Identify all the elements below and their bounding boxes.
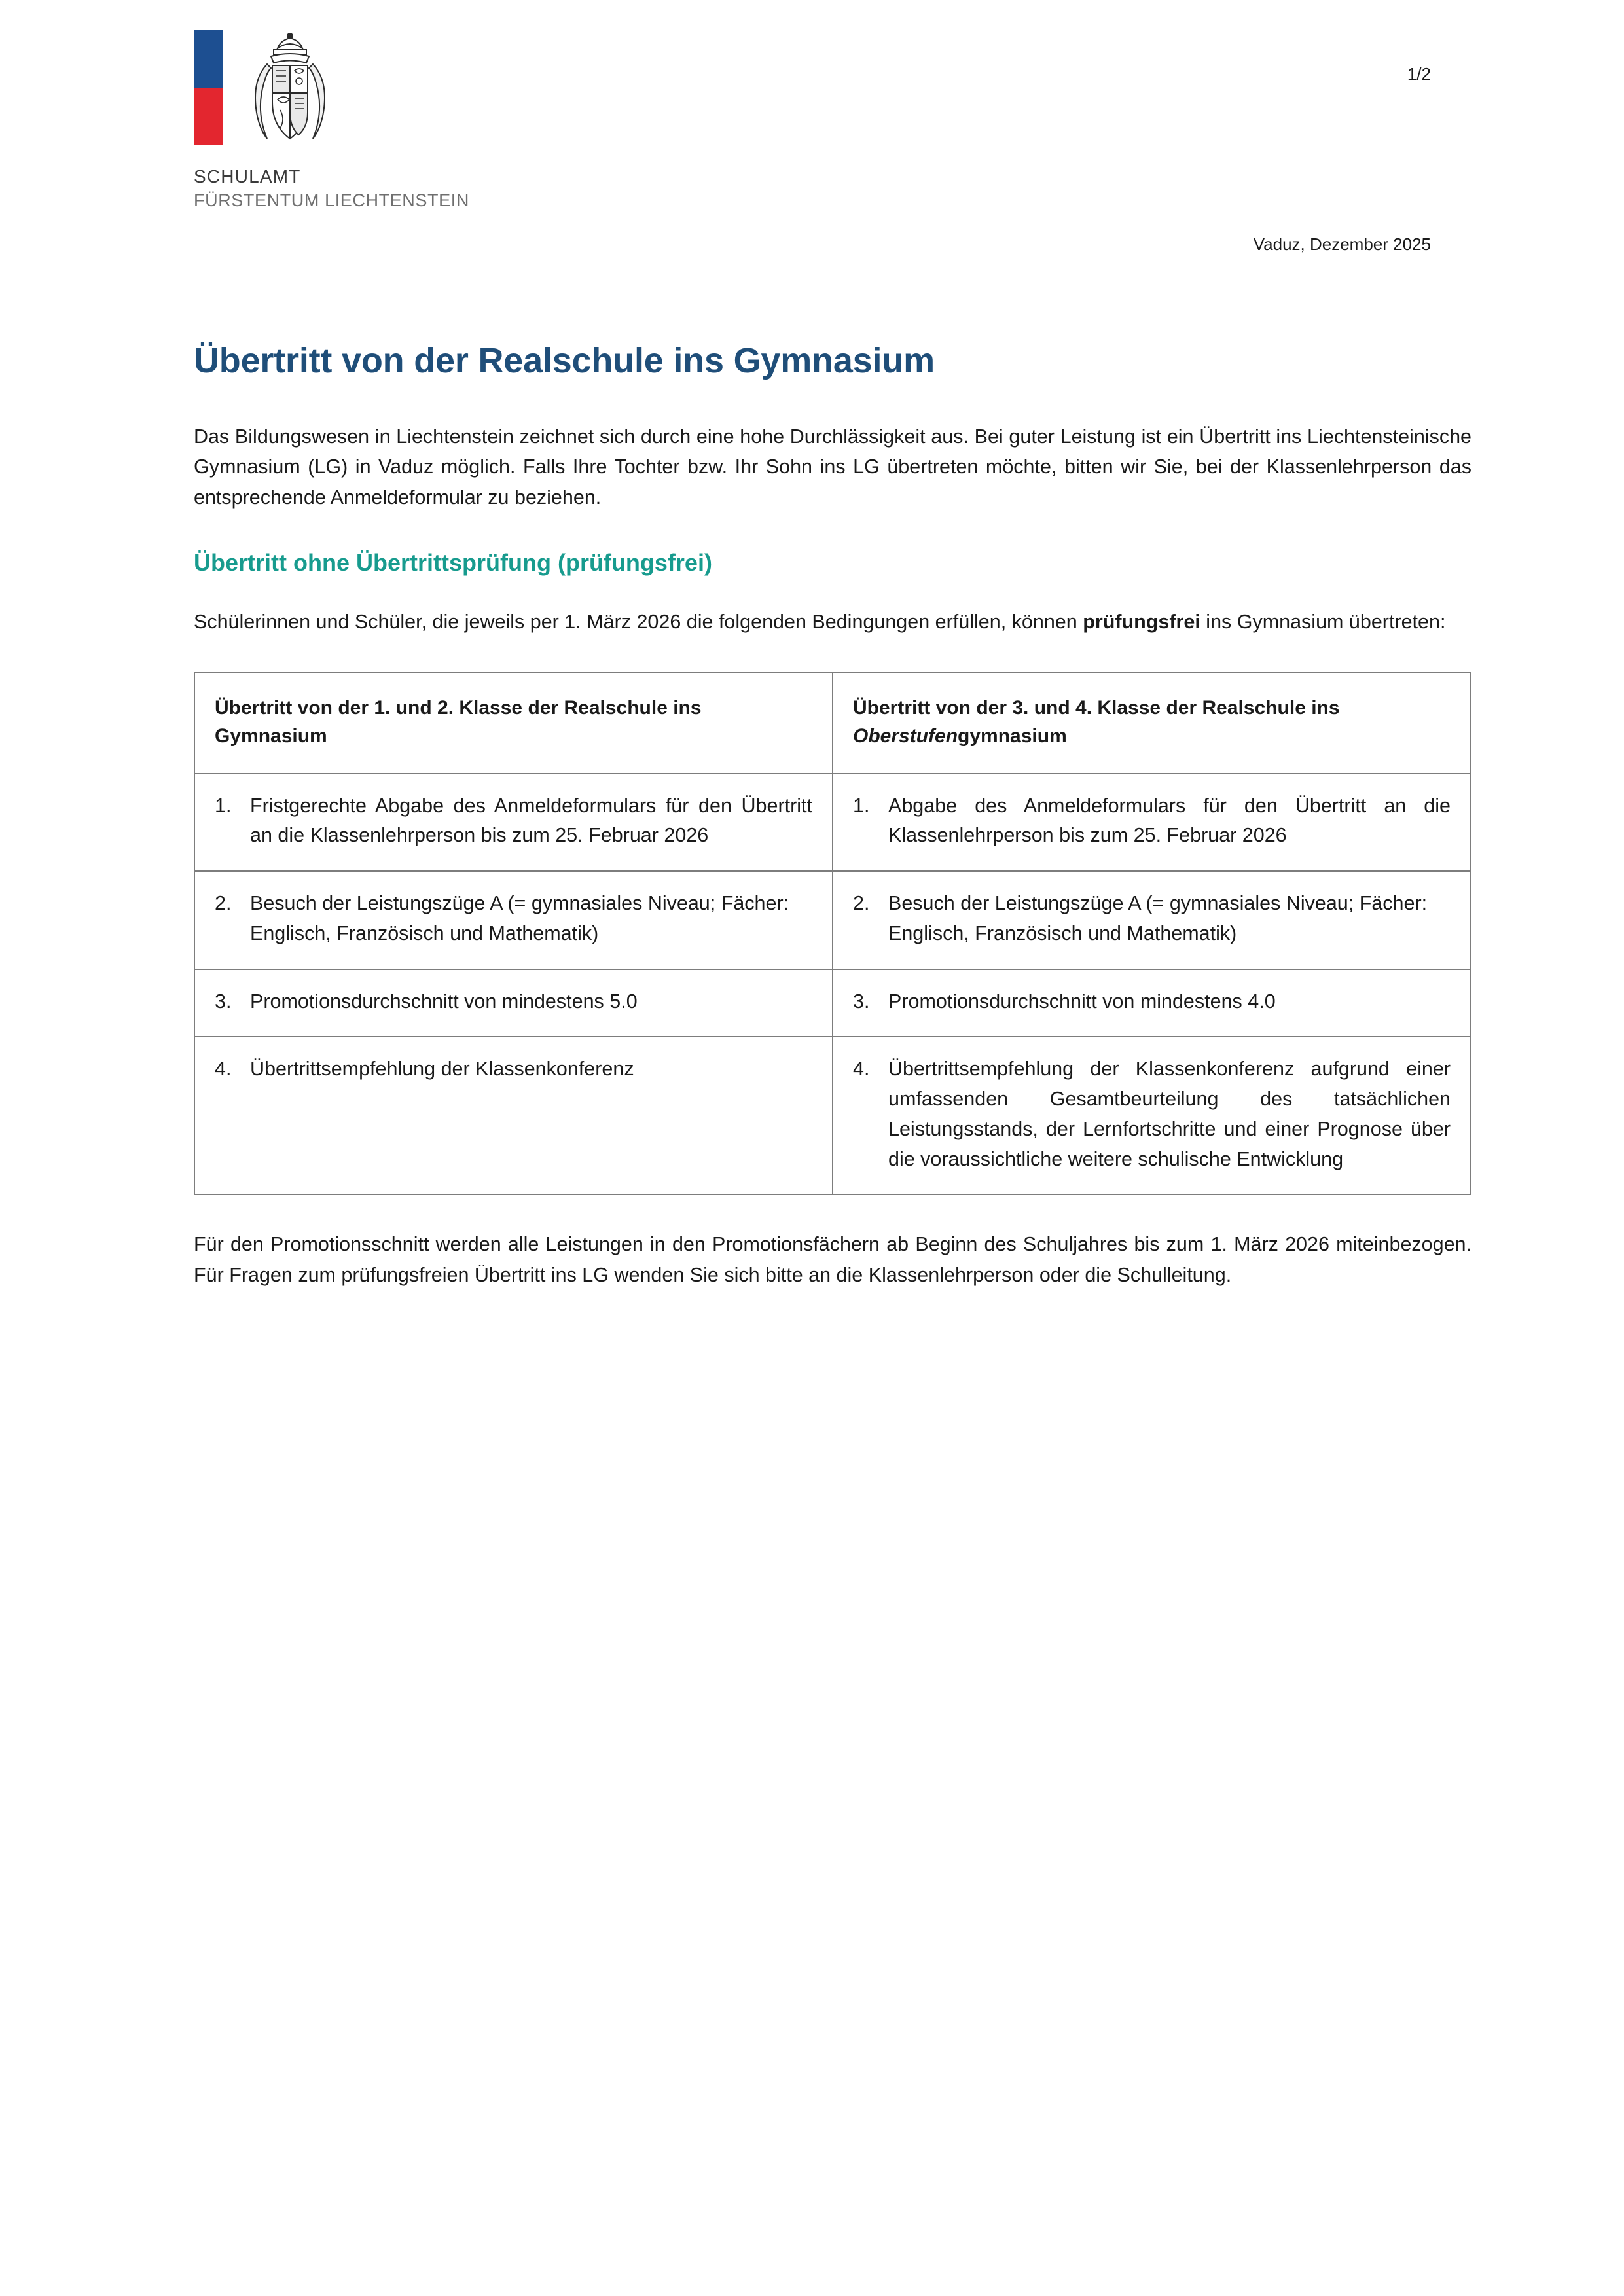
item-text: Übertrittsempfehlung der Klassenkonferenz <box>250 1058 634 1081</box>
item-number: 4. <box>853 1058 870 1081</box>
item-number: 2. <box>215 892 232 915</box>
list-item <box>853 889 1451 949</box>
list-item <box>853 1054 1451 1174</box>
list-item <box>853 987 1451 1017</box>
logo-wordmark <box>194 165 560 213</box>
cell-left-4 <box>194 1037 833 1194</box>
lead-part-1: Schülerinnen und Schüler, die jeweils per 1. März 2026 die folgenden Bedingungen erfüllen, können <box>194 611 1083 634</box>
liechtenstein-crest-icon <box>241 30 339 151</box>
list-item <box>215 791 812 852</box>
cell-left-3 <box>194 969 833 1037</box>
lead-part-2: ins Gymnasium übertreten: <box>1200 611 1446 634</box>
document-content <box>194 340 1471 1290</box>
list-item <box>853 791 1451 852</box>
item-text: Promotionsdurchschnitt von mindestens 4.0 <box>888 990 1276 1013</box>
header-right-part-2: gymnasium <box>958 725 1067 747</box>
item-number: 2. <box>853 892 870 915</box>
item-text: Besuch der Leistungszüge A (= gymnasiales Niveau; Fächer: Englisch, Französisch und Mathematik) <box>250 892 789 944</box>
place-and-date: Vaduz, Dezember 2025 <box>1253 234 1431 254</box>
list-item <box>215 889 812 949</box>
logo-line-1: SCHULAMT <box>194 166 301 187</box>
intro-paragraph: Das Bildungswesen in Liechtenstein zeichnet sich durch eine hohe Durchlässigkeit aus. Bei guter Leistung ist ein Übertritt ins Liechtensteinische Gymnasium (LG) in Vaduz möglich. Falls Ihre Tochter bzw. Ihr Sohn ins LG übertreten möchte, bitten wir Sie, bei der Klassenlehrperson das entsprechende Anmeldeformular zu beziehen. <box>194 425 1471 509</box>
section-heading: Übertritt ohne Übertrittsprüfung (prüfungsfrei) <box>194 549 712 577</box>
conditions-table <box>194 672 1471 1195</box>
liechtenstein-flag-icon <box>194 30 223 145</box>
table-row-header <box>194 673 1471 773</box>
organisation-logo <box>194 30 560 213</box>
table-row <box>194 969 1471 1037</box>
page-title: Übertritt von der Realschule ins Gymnasium <box>194 341 935 380</box>
list-item <box>215 1054 812 1085</box>
item-number: 3. <box>215 990 232 1013</box>
cell-right-3 <box>833 969 1471 1037</box>
item-number: 1. <box>853 794 870 817</box>
lead-bold: prüfungsfrei <box>1083 611 1200 634</box>
page-number: 1/2 <box>1407 64 1431 84</box>
cell-left-2 <box>194 871 833 969</box>
table-header-right <box>833 673 1471 773</box>
logo-line-2: FÜRSTENTUM LIECHTENSTEIN <box>194 190 469 210</box>
item-text: Abgabe des Anmeldeformulars für den Übertritt an die Klassenlehrperson bis zum 25. Februar 2026 <box>888 794 1451 847</box>
cell-left-1 <box>194 774 833 872</box>
page-header <box>194 30 1431 254</box>
closing-paragraph: Für den Promotionsschnitt werden alle Leistungen in den Promotionsfächern ab Beginn des Schuljahres bis zum 1. März 2026 miteinbezogen. Für Fragen zum prüfungsfreien Übertritt ins LG wenden Sie sich bitte an die Klassenlehrperson oder die Schulleitung. <box>194 1233 1471 1286</box>
cell-right-4 <box>833 1037 1471 1194</box>
item-text: Besuch der Leistungszüge A (= gymnasiales Niveau; Fächer: Englisch, Französisch und Mathematik) <box>888 892 1428 944</box>
header-right-part-1: Übertritt von der 3. und 4. Klasse der Realschule ins <box>853 697 1340 719</box>
lead-paragraph <box>194 607 1471 637</box>
item-number: 1. <box>215 794 232 817</box>
table-header-left: Übertritt von der 1. und 2. Klasse der Realschule ins Gymnasium <box>194 673 833 773</box>
logo-marks <box>194 30 560 161</box>
item-text: Übertrittsempfehlung der Klassenkonferenz aufgrund einer umfassenden Gesamtbeurteilung des tatsächlichen Leistungsstands, der Lernfortschritte und einer Prognose über die voraussichtliche weitere schulische Entwicklung <box>888 1058 1451 1170</box>
list-item <box>215 987 812 1017</box>
header-right-italic: Oberstufen <box>853 725 958 747</box>
item-number: 3. <box>853 990 870 1013</box>
cell-right-1 <box>833 774 1471 872</box>
item-text: Promotionsdurchschnitt von mindestens 5.0 <box>250 990 638 1013</box>
item-text: Fristgerechte Abgabe des Anmeldeformulars für den Übertritt an die Klassenlehrperson bis zum 25. Februar 2026 <box>250 794 812 847</box>
table-row <box>194 871 1471 969</box>
item-number: 4. <box>215 1058 232 1081</box>
cell-right-2 <box>833 871 1471 969</box>
table-row <box>194 774 1471 872</box>
table-row <box>194 1037 1471 1194</box>
